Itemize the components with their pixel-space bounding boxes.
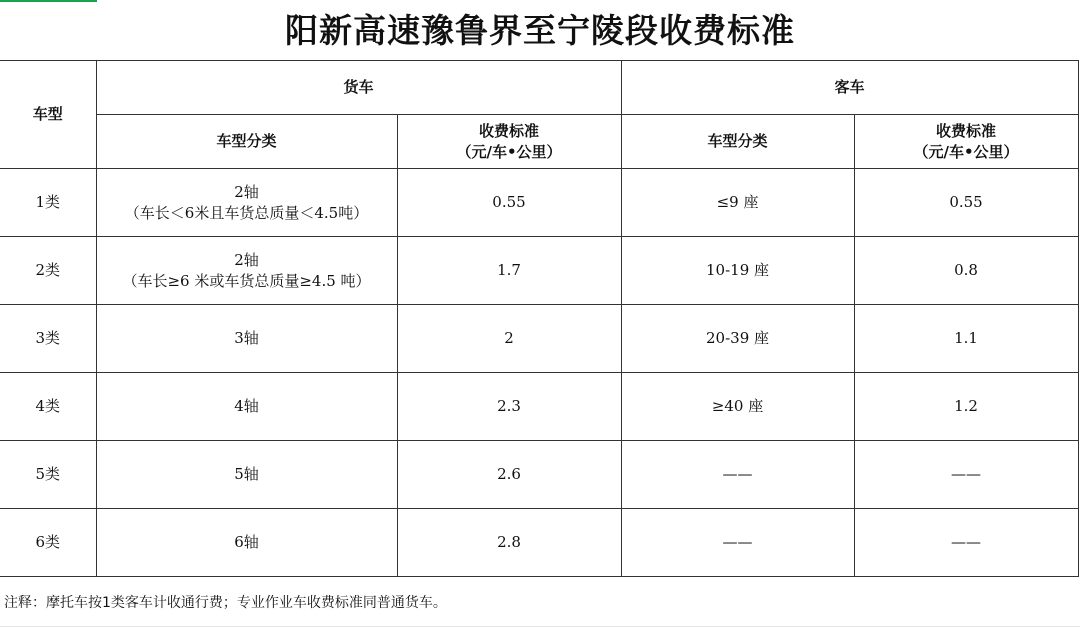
table-row — [0, 441, 1078, 509]
vehicle-type-cell: 5类 — [0, 441, 96, 509]
table-row — [0, 373, 1078, 441]
green-tab-marker — [0, 0, 97, 2]
passenger-rate-header — [854, 115, 1078, 169]
passenger-group-header: 客车 — [621, 61, 1078, 115]
vehicle-type-cell: 4类 — [0, 373, 96, 441]
table-row — [0, 509, 1078, 577]
passenger-rate-header-line2: （元/车•公里） — [913, 142, 1019, 161]
truck-class-axles: 2轴 — [234, 182, 259, 201]
header-row-sub — [0, 115, 1078, 169]
bottom-divider — [0, 626, 1080, 627]
truck-class-header: 车型分类 — [96, 115, 397, 169]
passenger-rate-cell: 0.8 — [854, 237, 1078, 305]
passenger-class-cell: —— — [621, 441, 854, 509]
truck-rate-cell: 0.55 — [397, 169, 621, 237]
passenger-class-cell: —— — [621, 509, 854, 577]
passenger-rate-cell: 1.2 — [854, 373, 1078, 441]
truck-rate-header-line1: 收费标准 — [479, 121, 540, 140]
passenger-rate-cell: 0.55 — [854, 169, 1078, 237]
truck-class-cell — [96, 237, 397, 305]
vehicle-type-cell: 2类 — [0, 237, 96, 305]
table-row — [0, 305, 1078, 373]
header-row-top — [0, 61, 1078, 115]
page-title: 阳新高速豫鲁界至宁陵段收费标准 — [285, 11, 795, 50]
truck-class-cell: 5轴 — [96, 441, 397, 509]
passenger-rate-cell: 1.1 — [854, 305, 1078, 373]
passenger-rate-cell: —— — [854, 509, 1078, 577]
truck-class-condition: （车长≥6 米或车货总质量≥4.5 吨） — [122, 271, 371, 290]
passenger-class-cell: 10-19 座 — [621, 237, 854, 305]
truck-class-axles: 2轴 — [234, 250, 259, 269]
truck-rate-header-line2: （元/车•公里） — [456, 142, 562, 161]
passenger-class-header: 车型分类 — [621, 115, 854, 169]
vehicle-type-cell: 1类 — [0, 169, 96, 237]
passenger-rate-header-line1: 收费标准 — [936, 121, 997, 140]
truck-rate-cell: 2.3 — [397, 373, 621, 441]
vehicle-type-header: 车型 — [0, 61, 96, 169]
truck-rate-header — [397, 115, 621, 169]
truck-rate-cell: 2.6 — [397, 441, 621, 509]
truck-rate-cell: 1.7 — [397, 237, 621, 305]
table-row — [0, 237, 1078, 305]
toll-rate-table — [0, 60, 1079, 577]
footnote: 注释：摩托车按1类客车计收通行费；专业作业车收费标准同普通货车。 — [4, 595, 447, 611]
truck-rate-cell: 2.8 — [397, 509, 621, 577]
truck-rate-cell: 2 — [397, 305, 621, 373]
truck-class-cell: 6轴 — [96, 509, 397, 577]
truck-class-condition: （车长＜6米且车货总质量＜4.5吨） — [124, 203, 369, 222]
passenger-class-cell: ≤9 座 — [621, 169, 854, 237]
passenger-rate-cell: —— — [854, 441, 1078, 509]
passenger-class-cell: 20-39 座 — [621, 305, 854, 373]
truck-class-cell: 3轴 — [96, 305, 397, 373]
truck-group-header: 货车 — [96, 61, 621, 115]
truck-class-cell: 4轴 — [96, 373, 397, 441]
truck-class-cell — [96, 169, 397, 237]
table-row — [0, 169, 1078, 237]
vehicle-type-cell: 3类 — [0, 305, 96, 373]
passenger-class-cell: ≥40 座 — [621, 373, 854, 441]
vehicle-type-cell: 6类 — [0, 509, 96, 577]
